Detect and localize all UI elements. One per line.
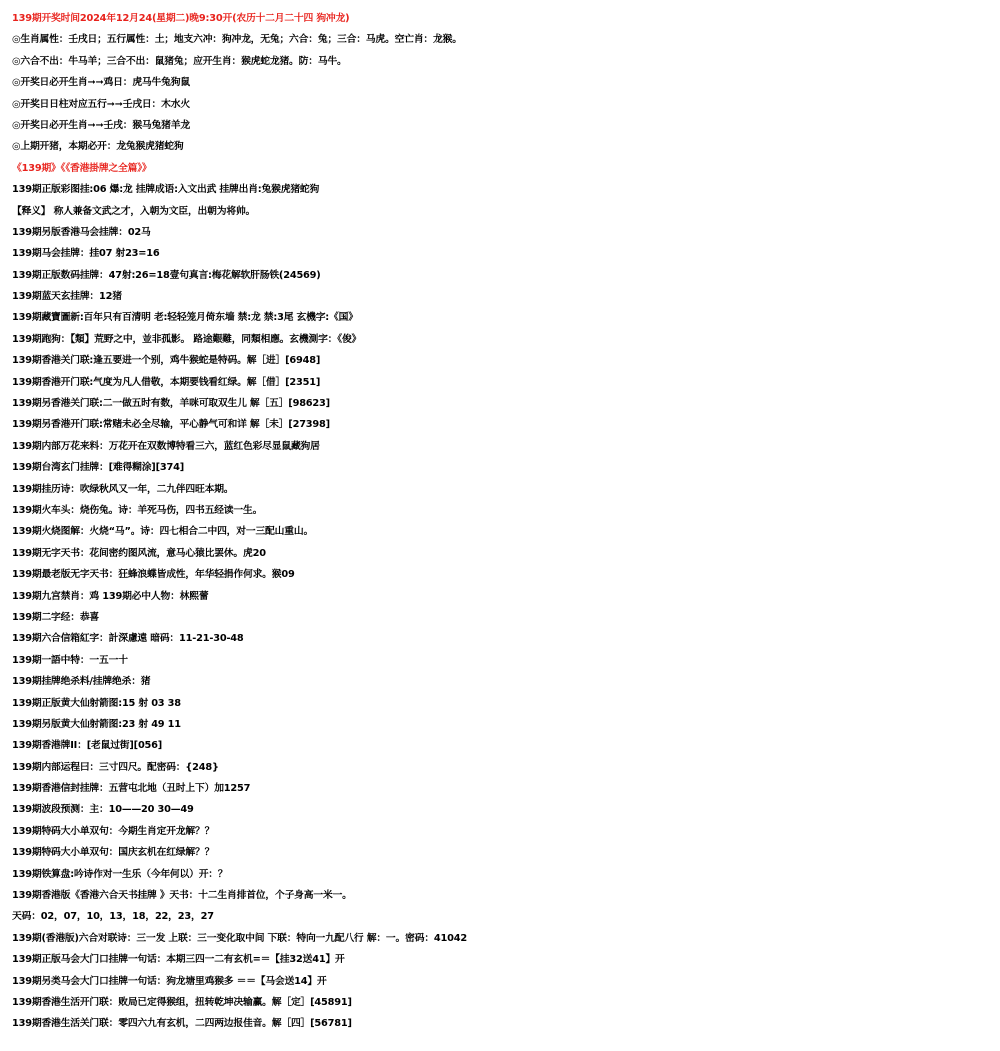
text-line: 天码：02，07，10，13，18，22，23，27 bbox=[12, 911, 214, 923]
text-line: 139期跑狗：【類】荒野之中，並非孤影。 路途艱難，同類相應。玄機測字：《俊》 bbox=[12, 333, 362, 345]
text-line: 139期无字天书：花间密约图风流，意马心猿比罢休。虎20 bbox=[12, 547, 266, 559]
text-line: 139期波段预测：主：10——20 30—49 bbox=[12, 804, 194, 816]
text-line: 139期香港牌II：[老鼠过街][056] bbox=[12, 740, 163, 752]
text-line: 139期挂历诗：吹绿秋风又一年，二九伴四旺本期。 bbox=[12, 483, 234, 495]
text-line: ◎上期开猪，本期必开：龙兔猴虎猪蛇狗 bbox=[12, 141, 184, 153]
text-line: 139期火车头：烧伤兔。诗：羊死马伤，四书五经读一生。 bbox=[12, 504, 263, 516]
text-line: ◎开奖日必开生肖➞➞壬戌：猴马兔猪羊龙 bbox=[12, 119, 190, 131]
text-line: 139期铁算盘:吟诗作对一生乐（今年何以）开：？ bbox=[12, 868, 228, 880]
text-line: 【释义】 称人兼备文武之才，入朝为文臣，出朝为将帅。 bbox=[12, 205, 256, 217]
text-line: ◎开奖日日柱对应五行➞➞壬戌日：木水火 bbox=[12, 98, 190, 110]
text-line: 139期香港关门联:逢五要进一个别，鸡牛猴蛇是特码。解［进］[6948] bbox=[12, 355, 321, 367]
headline-text-line: 《139期》《《香港掛牌之全篇》》 bbox=[12, 162, 152, 174]
text-line: 139期另香港开门联:常赌未必全尽输，平心静气可和详 解［未］[27398] bbox=[12, 419, 330, 431]
text-line: 139期另香港关门联:二一做五时有数，羊咪可取双生儿 解［五］[98623] bbox=[12, 398, 330, 410]
text-line: 139期藏寶圖新:百年只有百清明 老:轻轻笼月倚东墙 禁:龙 禁:3尾 玄機字:《国》 bbox=[12, 312, 358, 324]
text-line: 139期正版黄大仙射箭图:15 射 03 38 bbox=[12, 697, 181, 709]
text-line: 139期马会挂牌：挂07 射23=16 bbox=[12, 248, 160, 260]
text-line: 139期正版数码挂牌：47射:26=18壹句真言:梅花解软肝肠铁(24569) bbox=[12, 269, 321, 281]
text-line: 139期六合信箱紅字：計深慮遠 暗码：11-21-30-48 bbox=[12, 633, 244, 645]
text-line: 139期香港版《香港六合天书挂牌 》天书：十二生肖排首位，个子身高一米一。 bbox=[12, 890, 352, 902]
text-line: 139期二字经：恭喜 bbox=[12, 611, 100, 623]
text-line: 139期正版马会大门口挂牌一句话：本期三四一二有玄机=＝【挂32送41】开 bbox=[12, 954, 345, 966]
text-line: 139期特码大小单双句：国庆玄机在红绿解？？ bbox=[12, 847, 215, 859]
text-line: 139期另版香港马会挂牌：02马 bbox=[12, 226, 151, 238]
text-line: 139期台湾玄门挂牌：[难得糊涂][374] bbox=[12, 462, 184, 474]
text-line: 139期(香港版)六合对联诗：三一发 上联：三一变化取中间 下联：特向一九配八行 解：一。密码：41042 bbox=[12, 932, 467, 944]
text-line: 139期特码大小单双句：今期生肖定开龙解？？ bbox=[12, 825, 215, 837]
text-line: ◎六合不出：牛马羊；三合不出：鼠猪兔；应开生肖：猴虎蛇龙猪。防：马牛。 bbox=[12, 55, 347, 67]
text-line: 139期香港生活关门联：零四六九有玄机，二四两边报佳音。解［四］[56781] bbox=[12, 1018, 352, 1030]
text-line: 139期香港开门联:气度为凡人借敬，本期要钱看红绿。解［借］[2351] bbox=[12, 376, 321, 388]
text-line: 139期蓝天玄挂牌：12猪 bbox=[12, 291, 122, 303]
text-line: 139期九宫禁肖：鸡 139期必中人物：林熙蕾 bbox=[12, 590, 209, 602]
text-line: 139期内部万花来料：万花开在双数博特看三六，蓝红色彩尽显鼠藏狗居 bbox=[12, 440, 320, 452]
headline-text-line: 139期开奖时间2024年12月24(星期二)晚9:30开(农历十二月二十四 狗冲龙) bbox=[12, 13, 350, 24]
text-line: 139期香港生活开门联：败局已定得猴组，扭转乾坤决输赢。解［定］[45891] bbox=[12, 996, 352, 1008]
text-line: 139期正版彩图挂:06 爆:龙 挂牌成语:入文出武 挂牌出肖:兔猴虎猪蛇狗 bbox=[12, 184, 320, 196]
text-line: 139期另类马会大门口挂牌一句话：狗龙塘里鸡猴多 ＝＝【马会送14】开 bbox=[12, 975, 327, 987]
text-line: 139期香港信封挂牌：五营屯北地（丑时上下）加1257 bbox=[12, 783, 251, 795]
text-line: ◎开奖日必开生肖➞➞鸡日：虎马牛兔狗鼠 bbox=[12, 77, 190, 89]
text-line: ◎生肖属性：壬戌日；五行属性：土；地支六冲：狗冲龙，无兔；六合：兔；三合：马虎。空亡肖：龙猴。 bbox=[12, 34, 462, 46]
text-line: 139期挂牌绝杀料/挂牌绝杀：猪 bbox=[12, 676, 151, 688]
text-line: 139期最老版无字天书：狂蜂浪蝶皆成性，年华轻捐作何求。猴09 bbox=[12, 569, 295, 581]
text-line: 139期另版黄大仙射箭图:23 射 49 11 bbox=[12, 718, 181, 730]
text-line: 139期一語中特：一五一十 bbox=[12, 654, 128, 666]
text-line: 139期内部运程曰：三寸四尺。配密码：{248} bbox=[12, 761, 219, 773]
text-line: 139期火烧图解：火烧“马”。诗：四七相合二中四，对一三配山重山。 bbox=[12, 526, 314, 538]
